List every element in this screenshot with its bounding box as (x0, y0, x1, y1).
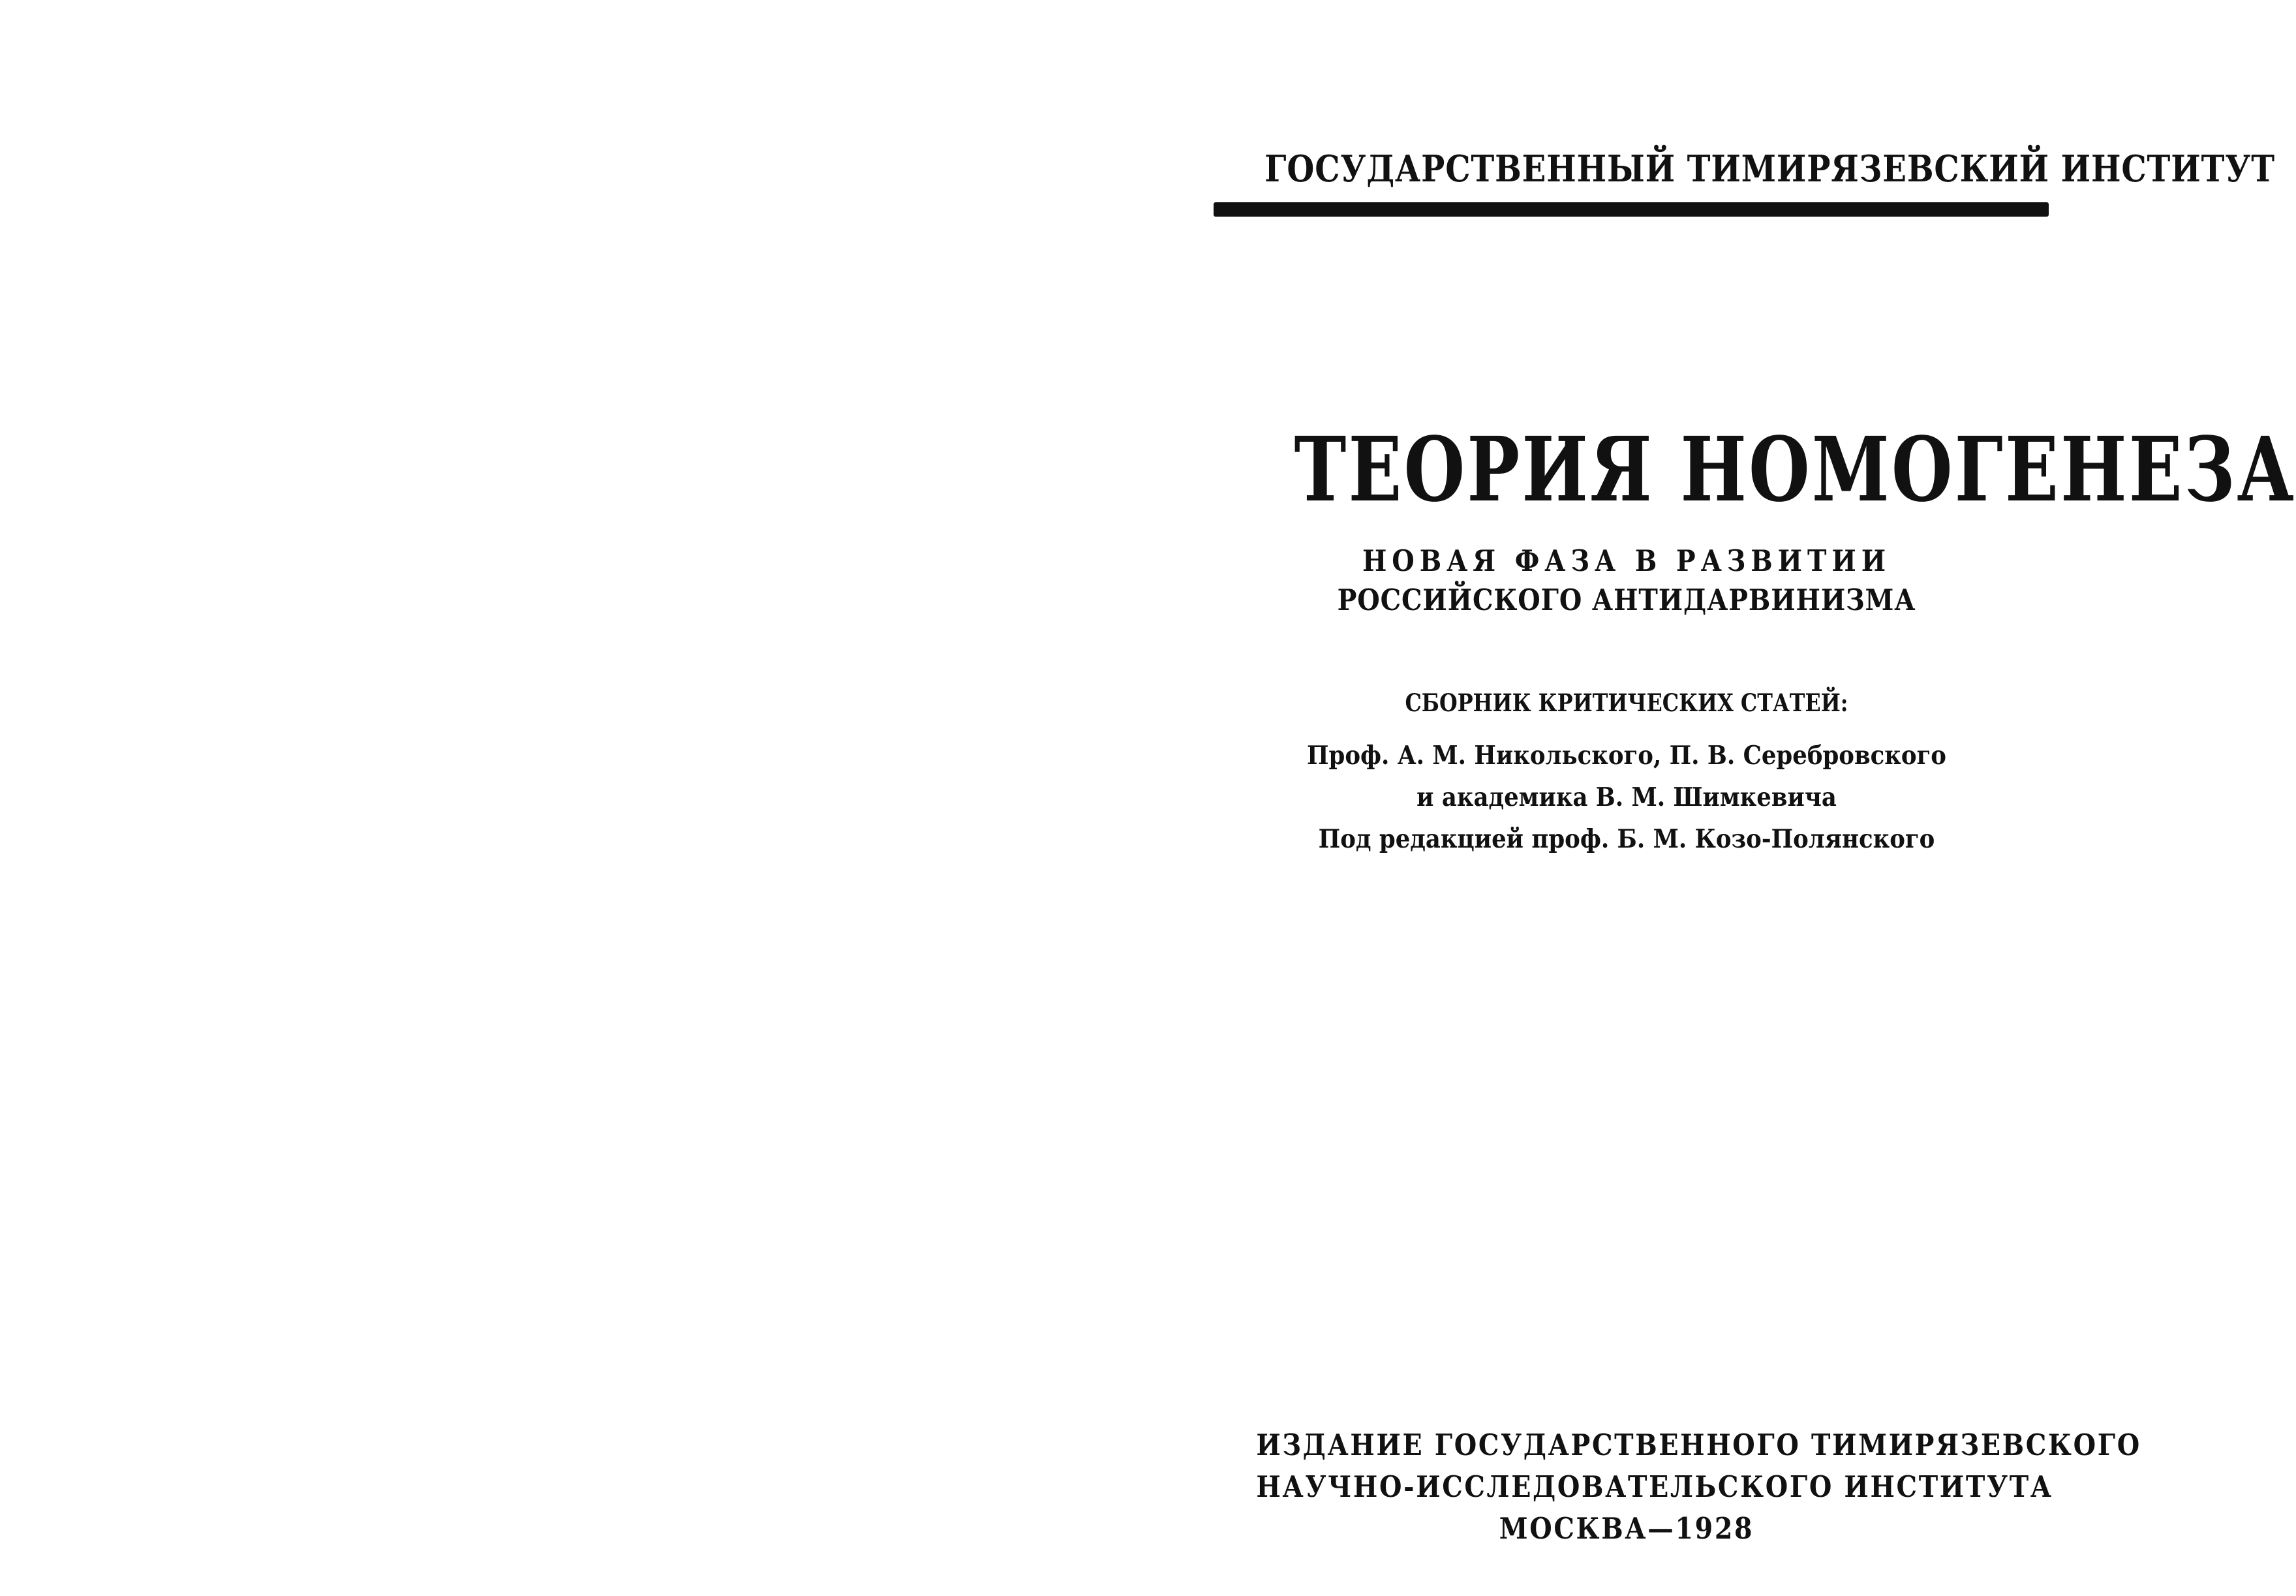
book-title: ТЕОРИЯ НОМОГЕНЕЗА (1294, 418, 2296, 522)
authors-block (1244, 735, 2010, 860)
authors-line-2: и академика В. М. Шимкевича (1416, 782, 1837, 812)
subtitle-line-1: НОВАЯ ФАЗА В РАЗВИТИИ (1362, 544, 1891, 578)
place-and-year: МОСКВА—1928 (1499, 1511, 1754, 1546)
book-subtitle (1256, 542, 1997, 620)
collection-heading: СБОРНИК КРИТИЧЕСКИХ СТАТЕЙ: (1405, 688, 1848, 717)
imprint-line-1: ИЗДАНИЕ ГОСУДАРСТВЕННОГО ТИМИРЯЗЕВСКОГО (1256, 1428, 2141, 1462)
blank-left-page (0, 0, 1075, 1596)
institute-name: ГОСУДАРСТВЕННЫЙ ТИМИРЯЗЕВСКИЙ ИНСТИТУТ (1264, 147, 2275, 191)
publisher-imprint (1256, 1424, 2141, 1550)
title-page (1075, 0, 2296, 1596)
authors-line-1: Проф. А. М. Никольского, П. В. Серебровского (1307, 741, 1946, 771)
header-rule (1214, 202, 2049, 217)
imprint-line-2: НАУЧНО-ИССЛЕДОВАТЕЛЬСКОГО ИНСТИТУТА (1256, 1469, 2053, 1504)
subtitle-line-2: РОССИЙСКОГО АНТИДАРВИНИЗМА (1337, 583, 1916, 617)
editor-line: Под редакцией проф. Б. М. Козо-Полянского (1318, 824, 1935, 854)
